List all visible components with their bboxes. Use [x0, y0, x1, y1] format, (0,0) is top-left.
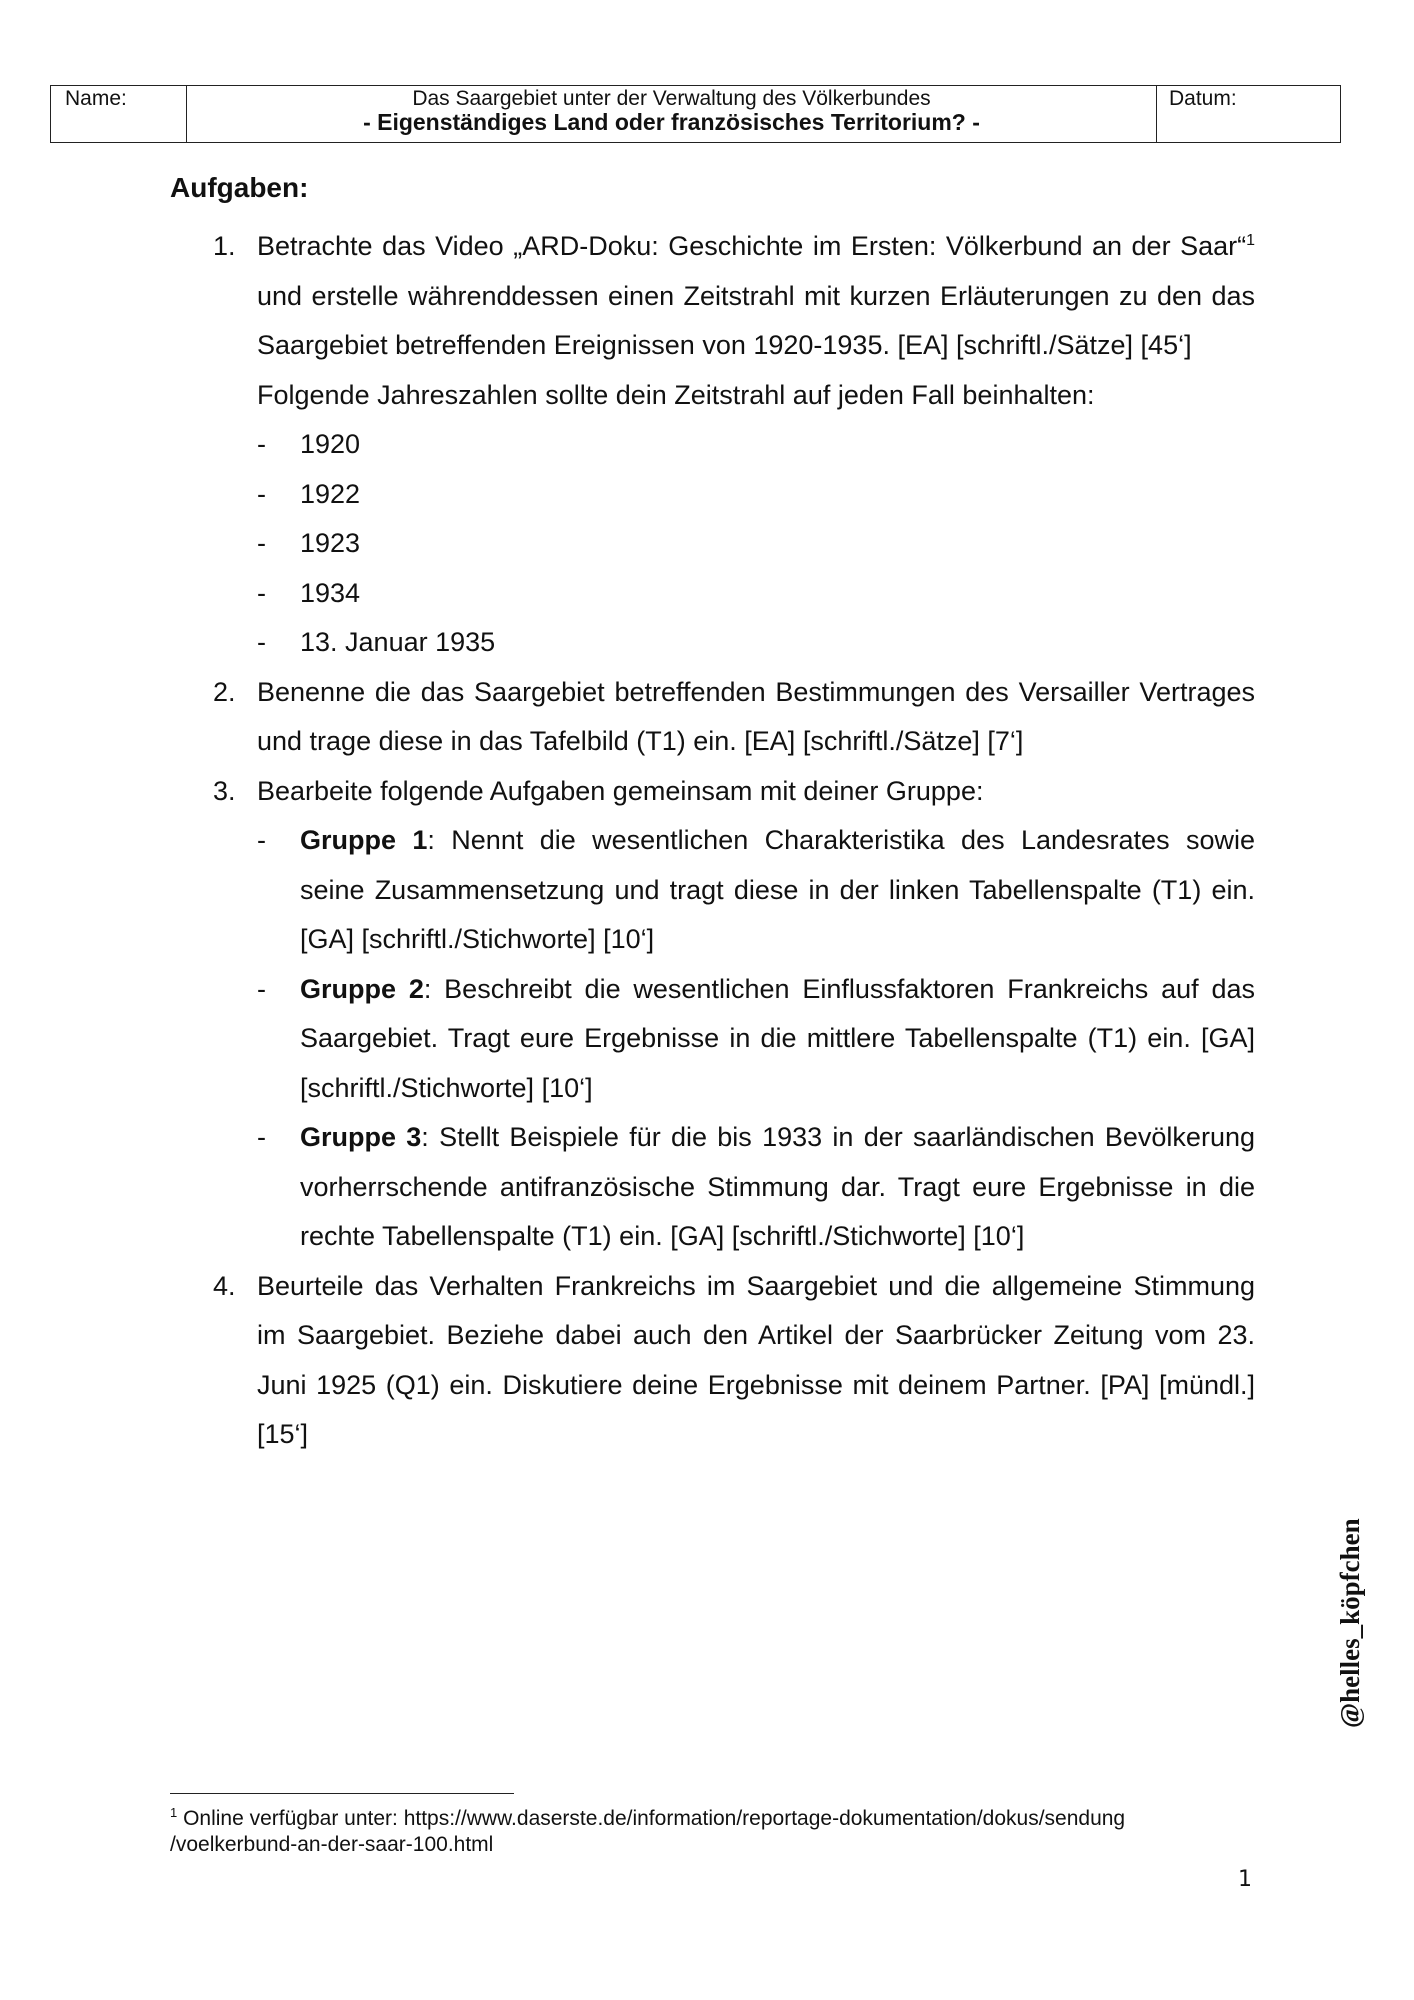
date-label: Datum:	[1169, 87, 1237, 110]
date-text: 1920	[300, 429, 361, 459]
footnote-reference: 1	[1246, 232, 1255, 249]
dash-bullet: -	[257, 577, 266, 608]
worksheet-subtitle: - Eigenständiges Land oder französisches Territorium? -	[363, 109, 980, 135]
name-cell	[51, 86, 187, 142]
dash-bullet: -	[257, 429, 266, 459]
task-number: 1.	[213, 231, 236, 261]
task-list	[213, 222, 1255, 1460]
title-cell	[187, 86, 1157, 142]
group-label: Gruppe 3	[300, 1122, 422, 1152]
task-2	[213, 668, 1255, 767]
date-item	[257, 519, 1255, 569]
section-title: Aufgaben:	[170, 172, 309, 203]
footnote-mark: 1	[170, 1805, 178, 1820]
dash-bullet: -	[257, 973, 266, 1004]
name-label: Name:	[65, 87, 127, 110]
group-text: : Nennt die wesentlichen Charakteristika des Landesrates sowie seine Zusammensetzung und tragt diese in der linken Tabellenspalte (T1) ein. [GA] [schriftl./Stichworte] [10‘]	[300, 825, 1255, 954]
task-1	[213, 222, 1255, 668]
task-number: 2.	[213, 676, 236, 707]
group-label: Gruppe 1	[300, 825, 428, 855]
task-intro: Folgende Jahreszahlen sollte dein Zeitstrahl auf jeden Fall beinhalten:	[257, 379, 1095, 410]
date-text: 13. Januar 1935	[300, 627, 496, 657]
group-item	[257, 965, 1255, 1114]
dash-bullet: -	[257, 478, 266, 509]
task-text-part: Betrachte das Video „ARD-Doku: Geschichte im Ersten: Völkerbund an der Saar“	[257, 231, 1247, 261]
date-item	[257, 569, 1255, 619]
group-item	[257, 1113, 1255, 1262]
dash-bullet: -	[257, 1122, 266, 1152]
worksheet-title: Das Saargebiet unter der Verwaltung des Völkerbundes	[412, 87, 931, 110]
task-3	[213, 767, 1255, 1262]
task-text: Benenne die das Saargebiet betreffenden Bestimmungen des Versailler Vertrages und trage diese in das Tafelbild (T1) ein. [EA] [schriftl./Sätze] [7‘]	[257, 676, 1255, 756]
task-text-part: und erstelle währenddessen einen Zeitstrahl mit kurzen Erläuterungen zu den das Saargebiet betreffenden Ereignissen von 1920-1935. [EA] [schriftl./Sätze] [45‘]	[257, 280, 1255, 360]
group-text: : Stellt Beispiele für die bis 1933 in der saarländischen Bevölkerung vorherrschende antifranzösische Stimmung dar. Tragt eure Ergebnisse in die rechte Tabellenspalte (T1) ein. [GA] [schriftl./Stichworte] [10‘]	[300, 1122, 1255, 1251]
task-text	[257, 222, 1255, 371]
task-4	[213, 1262, 1255, 1460]
main-content	[170, 168, 1255, 1460]
footnote	[170, 1806, 1255, 1858]
group-text: : Beschreibt die wesentlichen Einflussfaktoren Frankreichs auf das Saargebiet. Tragt eure Ergebnisse in die mittlere Tabellenspalte (T1) ein. [GA] [schriftl./Stichworte] [10‘]	[300, 973, 1255, 1103]
page-number: 1	[1238, 1867, 1252, 1892]
date-text: 1922	[300, 478, 361, 509]
group-label: Gruppe 2	[300, 973, 424, 1004]
date-text: 1923	[300, 528, 361, 558]
group-item	[257, 816, 1255, 965]
dash-bullet: -	[257, 528, 266, 558]
header-table	[50, 85, 1341, 143]
date-item	[257, 618, 1255, 668]
dash-bullet: -	[257, 825, 266, 855]
task-number: 4.	[213, 1270, 236, 1301]
watermark: @helles_köpfchen	[1335, 1518, 1365, 1728]
date-item	[257, 420, 1255, 470]
task-number: 3.	[213, 775, 236, 806]
date-item	[257, 470, 1255, 520]
task-text: Beurteile das Verhalten Frankreichs im Saargebiet und die allgemeine Stimmung im Saargebiet. Beziehe dabei auch den Artikel der Saarbrücker Zeitung vom 23. Juni 1925 (Q1) ein. Diskutiere deine Ergebnisse mit deinem Partner. [PA] [mündl.] [15‘]	[257, 1270, 1255, 1449]
dash-bullet: -	[257, 627, 266, 657]
footnote-divider	[170, 1793, 514, 1794]
task-text: Bearbeite folgende Aufgaben gemeinsam mit deiner Gruppe:	[257, 775, 984, 806]
footnote-text: Online verfügbar unter: https://www.daserste.de/information/reportage-dokumentation/dokus/sendung /voelkerbund-an-der-saar-100.html	[170, 1807, 1126, 1856]
date-cell	[1157, 86, 1340, 142]
date-text: 1934	[300, 577, 361, 608]
